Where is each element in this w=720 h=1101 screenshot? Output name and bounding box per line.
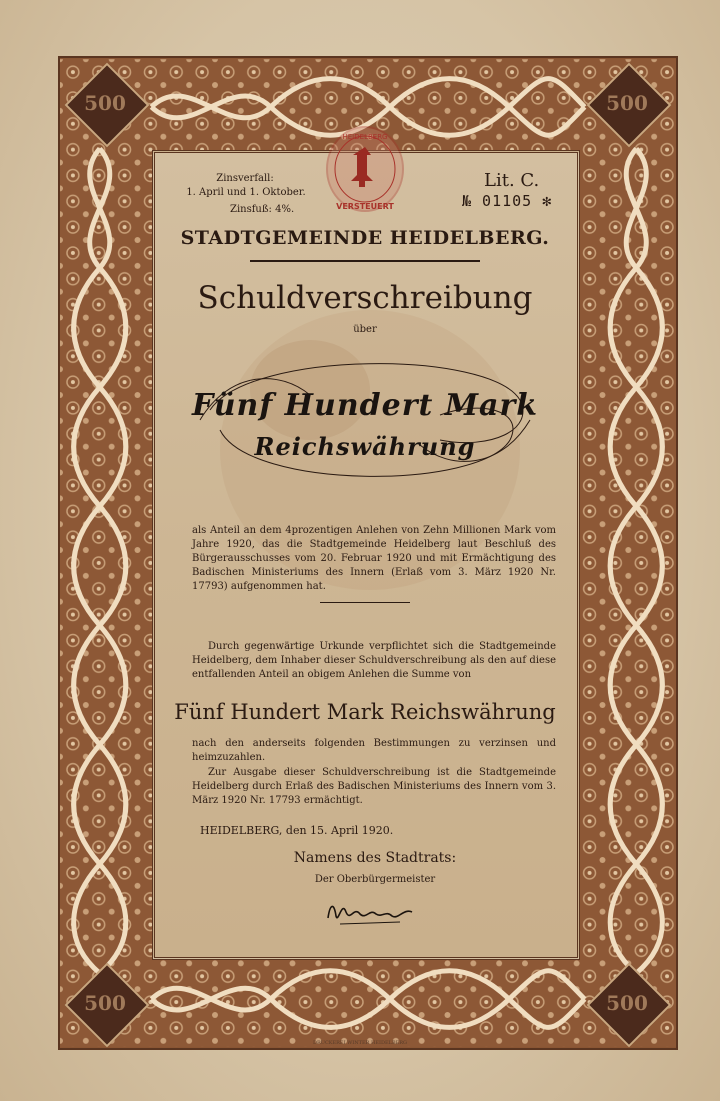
zinsverfall-label: Zinsverfall: — [216, 173, 274, 184]
ueber-text: über — [353, 324, 377, 335]
corner-value: 500 — [606, 91, 648, 115]
zinsverfall-dates: 1. April und 1. Oktober. — [186, 187, 306, 198]
document-title: Schuldverschreibung — [197, 280, 533, 316]
corner-value: 500 — [84, 991, 126, 1015]
corner-medallion-bottom-left — [66, 964, 144, 1042]
printer-imprint: DRUCKEREI WINTER HEIDELBERG — [312, 1040, 408, 1046]
office-title: Der Oberbürgermeister — [314, 874, 436, 885]
stamp-top-text: HEIDELBERG — [342, 133, 388, 141]
paragraph-authorization: Zur Ausgabe dieser Schuldverschreibung ist die Stadtgemeinde Heidelberg durch Erlaß des Badischen Ministeriums des Innern vom 3. März 1920 Nr. 17793 ermächtigt. — [192, 767, 556, 806]
currency-calligraphic: Reichswährung — [254, 432, 476, 461]
corner-medallion-top-right — [588, 64, 666, 142]
zinsfuss: Zinsfuß: 4%. — [230, 204, 295, 215]
place-and-date: HEIDELBERG, den 15. April 1920. — [200, 824, 394, 837]
series-lit: Lit. C. — [484, 170, 540, 191]
paragraph-obligation: Durch gegenwärtige Urkunde verpflichtet sich die Stadtgemeinde Heidelberg, dem Inhaber dieser Schuldverschreibung als den auf diese entfallenden Anteil an obigem Anlehen die Summe von — [192, 641, 556, 680]
serial-number: № 01105 ✻ — [462, 192, 553, 210]
issuer-name: STADTGEMEINDE HEIDELBERG. — [180, 227, 550, 249]
amount-calligraphic: Fünf Hundert Mark — [191, 388, 539, 423]
signature — [320, 894, 420, 930]
on-behalf-text: Namens des Stadtrats: — [293, 850, 457, 866]
paragraph-separator — [320, 602, 410, 603]
paragraph-loan-description: als Anteil an dem 4prozentigen Anlehen von Zehn Millionen Mark vom Jahre 1920, das die Stadtgemeinde Heidelberg laut Beschluß des Bürgerausschusses vom 20. Februar 1920 und mit Ermächtigung des Badischen Ministeriums des Innern (Erlaß vom 3. März 1920 Nr. 17793) aufgenommen hat. — [192, 525, 556, 592]
corner-value: 500 — [606, 991, 648, 1015]
stamp-bottom-text: VERSTEUERT — [336, 202, 394, 211]
corner-medallion-bottom-right — [588, 964, 666, 1042]
paragraph-repayment: nach den anderseits folgenden Bestimmungen zu verzinsen und heimzuzahlen. — [192, 738, 556, 763]
amount-plain: Fünf Hundert Mark Reichswährung — [174, 700, 556, 724]
corner-value: 500 — [84, 91, 126, 115]
corner-medallion-top-left — [66, 64, 144, 142]
issuer-underline — [250, 260, 480, 262]
tax-stamp — [324, 125, 406, 215]
